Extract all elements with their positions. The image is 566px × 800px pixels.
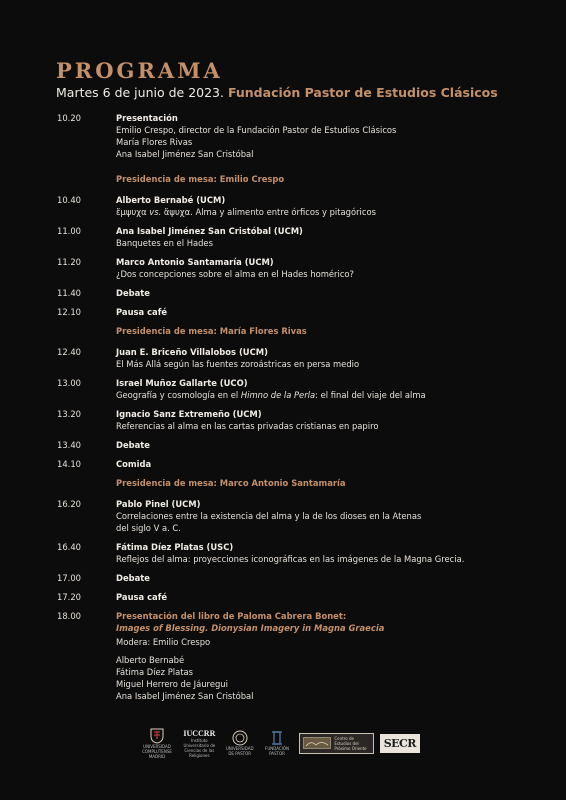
break-label: Pausa café xyxy=(116,307,168,317)
schedule-row xyxy=(57,225,527,249)
session-time: 11.20 xyxy=(57,257,81,267)
session-time: 12.10 xyxy=(57,307,81,317)
book-title: Images of Blessing. Dionysian Imagery in Magna Graecia xyxy=(116,623,385,633)
schedule-row xyxy=(57,306,527,318)
session-time: 13.00 xyxy=(57,378,81,388)
schedule-row xyxy=(57,458,527,470)
break-label: Debate xyxy=(116,573,150,583)
talk-title: Referencias al alma en las cartas privadas cristianas en papiro xyxy=(116,421,379,431)
session-time: 10.40 xyxy=(57,195,81,205)
session-time: 13.40 xyxy=(57,440,81,450)
seal-icon xyxy=(232,730,248,746)
schedule-row-opening xyxy=(57,112,527,160)
break-label: Pausa café xyxy=(116,592,168,602)
ucm-logo xyxy=(140,728,174,759)
talk-title-italic: Himno de la Perla xyxy=(240,390,316,400)
speaker-name: Pablo Pinel (UCM) xyxy=(116,499,201,509)
panel-member: Ana Isabel Jiménez San Cristóbal xyxy=(116,691,254,701)
talk-title-greek-b: ἄψυχα xyxy=(163,207,191,217)
schedule-row xyxy=(57,377,527,401)
talk-title-b: : el final del viaje del alma xyxy=(315,390,426,400)
opening-line: María Flores Rivas xyxy=(116,137,193,147)
speaker-name: Ignacio Sanz Extremeño (UCM) xyxy=(116,409,262,419)
session-title: Presentación xyxy=(116,113,178,123)
talk-title: Reflejos del alma: proyecciones iconográficas en las imágenes de la Magna Grecia. xyxy=(116,554,465,564)
schedule-row xyxy=(57,287,527,299)
ucm-logo-text: UNIVERSIDAD COMPLUTENSE MADRID xyxy=(142,743,172,759)
session-time: 16.40 xyxy=(57,542,81,552)
schedule-row xyxy=(57,591,527,603)
talk-title-greek-a: ἔμψυχα xyxy=(116,207,147,217)
cepo-logo xyxy=(299,733,374,754)
break-label: Debate xyxy=(116,288,150,298)
university-logo xyxy=(225,730,255,756)
talk-title xyxy=(116,206,527,218)
session-time: 12.40 xyxy=(57,347,81,357)
schedule-row xyxy=(57,256,527,280)
session-time: 11.40 xyxy=(57,288,81,298)
crest-icon xyxy=(150,728,164,744)
sponsor-logos xyxy=(140,728,420,758)
talk-title-a: Geografía y cosmología en el xyxy=(116,390,241,400)
program-schedule xyxy=(57,112,527,709)
relief-icon xyxy=(303,737,331,749)
chair-heading: Presidencia de mesa: Emilio Crespo xyxy=(116,174,285,184)
session-time: 14.10 xyxy=(57,459,81,469)
fundacion-logo-text: FUNDACIÓN PASTOR xyxy=(265,746,290,756)
schedule-row-closing xyxy=(57,610,527,702)
break-label: Debate xyxy=(116,440,150,450)
speaker-name: Marco Antonio Santamaría (UCM) xyxy=(116,257,274,267)
iuccrr-logo-text: IUCCRR xyxy=(183,728,216,738)
speaker-name: Juan E. Briceño Villalobos (UCM) xyxy=(116,347,268,357)
session-time: 13.20 xyxy=(57,409,81,419)
university-logo-text: UNIVERSIDAD DE PASTOR xyxy=(225,746,254,756)
speaker-name: Alberto Bernabé (UCM) xyxy=(116,195,226,205)
fundacion-pastor-logo xyxy=(260,730,294,756)
opening-line: Emilio Crespo, director de la Fundación Pastor de Estudios Clásicos xyxy=(116,125,397,135)
book-presentation-title: Presentación del libro de Paloma Cabrera Bonet: xyxy=(116,611,347,621)
subtitle xyxy=(56,85,498,100)
session-time: 10.20 xyxy=(57,113,81,123)
talk-title: Correlaciones entre la existencia del alma y la de los dioses en la Atenas xyxy=(116,511,422,521)
session-time: 11.00 xyxy=(57,226,81,236)
break-label: Comida xyxy=(116,459,152,469)
panel-member: Alberto Bernabé xyxy=(116,655,185,665)
session-time: 17.00 xyxy=(57,573,81,583)
cepo-logo-text: Centro de Estudios del Próximo Oriente xyxy=(334,735,367,751)
talk-title xyxy=(116,389,527,401)
opening-line: Ana Isabel Jiménez San Cristóbal xyxy=(116,149,254,159)
schedule-row xyxy=(57,541,527,565)
schedule-row xyxy=(57,346,527,370)
talk-title: Banquetes en el Hades xyxy=(116,238,213,248)
schedule-row xyxy=(57,498,527,534)
speaker-name: Ana Isabel Jiménez San Cristóbal (UCM) xyxy=(116,226,303,236)
secr-logo: SECR xyxy=(380,734,420,753)
talk-title-vs: vs. xyxy=(146,207,164,217)
event-venue: Fundación Pastor de Estudios Clásicos xyxy=(227,85,498,100)
panel-member: Miguel Herrero de Jáuregui xyxy=(116,679,228,689)
speaker-name: Fátima Díez Platas (USC) xyxy=(116,542,234,552)
session-time: 18.00 xyxy=(57,611,81,621)
schedule-row xyxy=(57,439,527,451)
talk-title-cont: del siglo V a. C. xyxy=(116,523,181,533)
panel-member: Fátima Díez Platas xyxy=(116,667,194,677)
page-title: PROGRAMA xyxy=(56,58,223,83)
session-time: 16.20 xyxy=(57,499,81,509)
iuccrr-logo xyxy=(179,729,219,758)
schedule-row xyxy=(57,572,527,584)
talk-title: ¿Dos concepciones sobre el alma en el Hades homérico? xyxy=(116,269,355,279)
chair-heading: Presidencia de mesa: Marco Antonio Santamaría xyxy=(116,478,346,488)
event-date: Martes 6 de junio de 2023. xyxy=(56,85,224,100)
speaker-name: Israel Muñoz Gallarte (UCO) xyxy=(116,378,248,388)
chair-heading: Presidencia de mesa: María Flores Rivas xyxy=(116,326,307,336)
session-time: 17.20 xyxy=(57,592,81,602)
column-icon xyxy=(271,730,283,746)
talk-title-rest: . Alma y alimento entre órficos y pitagóricos xyxy=(190,207,376,217)
moderator: Modera: Emilio Crespo xyxy=(116,637,211,647)
schedule-row xyxy=(57,194,527,218)
schedule-row xyxy=(57,408,527,432)
iuccrr-sub: Instituto Universitario de Ciencias de las Religiones xyxy=(183,737,216,758)
talk-title: El Más Allá según las fuentes zoroástricas en persa medio xyxy=(116,359,360,369)
